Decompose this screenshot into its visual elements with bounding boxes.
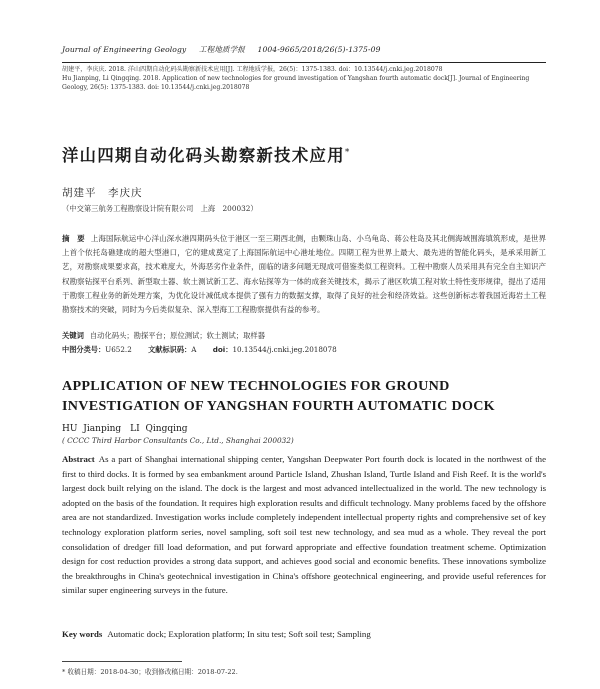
journal-name-en: Journal of Engineering Geology: [62, 45, 187, 54]
abstract-cn-label: 摘 要: [62, 234, 85, 243]
abstract-cn: [62, 232, 546, 317]
doc-code-label: 文献标识码：: [148, 345, 192, 354]
keywords-cn-text: 自动化码头；勘探平台；原位测试；软土测试；取样器: [89, 331, 266, 340]
affiliation-cn: （中交第三航务工程勘察设计院有限公司 上海 200032）: [62, 204, 258, 213]
clc-label: 中图分类号：: [62, 345, 106, 354]
paper-title-cn: [62, 142, 542, 166]
clc-value: U652.2: [105, 345, 132, 354]
keywords-en-label: Key words: [62, 629, 103, 639]
abstract-en: [62, 452, 546, 598]
citation-cn: 胡建平，李庆庆. 2018. 洋山四期自动化码头勘察新技术应用[J]. 工程地质学报，26(5)：1375-1383. doi：10.13544/j.cnki.jeg.2018078: [62, 66, 443, 73]
title-footnote-mark: *: [344, 147, 351, 158]
abstract-en-label: Abstract: [62, 454, 95, 464]
classification-line: [62, 345, 546, 355]
doc-code-value: A: [191, 345, 197, 354]
doi-value: 10.13544/j.cnki.jeg.2018078: [232, 345, 337, 354]
keywords-cn: [62, 331, 546, 341]
keywords-en: [62, 629, 546, 639]
title-cn-text: 洋山四期自动化码头勘察新技术应用: [62, 146, 345, 165]
keywords-cn-label: 关键词: [62, 331, 84, 340]
journal-name-cn: 工程地质学报: [198, 45, 245, 54]
received-date-footnote: * 收稿日期：2018-04-30；收到修改稿日期：2018-07-22.: [62, 668, 238, 676]
authors-cn: 胡建平 李庆庆: [62, 187, 143, 199]
header-rule: [62, 62, 546, 63]
authors-en: HU Jianping LI Qingqing: [62, 424, 188, 434]
running-header: [62, 44, 542, 55]
doi-label: doi：: [212, 345, 233, 354]
abstract-en-text: As a part of Shanghai international shipping center, Yangshan Deepwater Port fourth dock is located in the northwest of the first to third docks. It is formed by sea embankment around Particle Island, Zhushan Island, Turtle Island and Fish Reef. It is the world's largest dock built relying on the island. The dock is the largest and most advanced intellectualized in the world. The new technology is adopted on the basis of the foundation. It requires high exploration results and difficult technology. Many problems faced by the offshore area are not standardized. Investigation works include completely independent intellectual property rights and comprehensive set of key technology exploration platform series, novel sampling, soft soil test new technology, and sea mud as a whole. They reveal the port consolidation of dredger fill load deformation, and put forward appropriate and effective foundation treatment scheme. Optimization design for cost reduction provides a strong data support, and achieves good social and economic benefits. These innovations symbolize the breakthroughs in China's geotechnical investigation in China's offshore geotechnical engineering, and provide useful references for similar super engineering surveys in the future.: [62, 454, 546, 596]
keywords-en-text: Automatic dock; Exploration platform; In situ test; Soft soil test; Sampling: [107, 629, 371, 639]
citation-en: Hu Jianping, Li Qingqing. 2018. Application of new technologies for ground investigation of Yangshan fourth automatic dock[J]. Journal of Engineering Geology, 26(5): 1375-1383. doi: 10.13544/j.cnki.jeg.2018078: [62, 75, 530, 91]
issn-line: 1004-9665/2018/26(5)-1375-09: [257, 45, 381, 54]
affiliation-en: ( CCCC Third Harbor Consultants Co., Ltd., Shanghai 200032): [62, 436, 294, 445]
paper-title-en: APPLICATION OF NEW TECHNOLOGIES FOR GROUND INVESTIGATION OF YANGSHAN FOURTH AUTOMATIC DOCK: [62, 378, 495, 414]
footnote-rule: [62, 661, 182, 662]
abstract-cn-text: 上海国际航运中心洋山深水港四期码头位于港区一至三期西北侧，由颗珠山岛、小乌龟岛、蒋公柱岛及其北侧海域围海填筑形成，是世界上首个依托岛礁建成的超大型港口，它的建成奠定了上海国际航运中心港址地位。四期工程为世界上最大、最先进的智能化码头，是承采用新工艺，对勘察成果要求高，技术难度大，外海恶劣作业条件，面临的诸多问题无现成可借鉴类似工程资料。工程中勘察人员采用具有完全自主知识产权勘察钻探平台系列、新型取土器、软土测试新工艺、海水钻探等为一体的成套关键技术，揭示了港区吹填工程对软土特性变形规律，提出了适用于勘察工程业务的新处理方案，为优化设计减低成本提供了强有力的数据支撑，取得了良好的社会和经济效益。这些创新标志着我国近海岩土工程勘察技术的突破，同时为今后类似复杂、深入型海工工程勘察提供有益的参考。: [62, 234, 547, 315]
